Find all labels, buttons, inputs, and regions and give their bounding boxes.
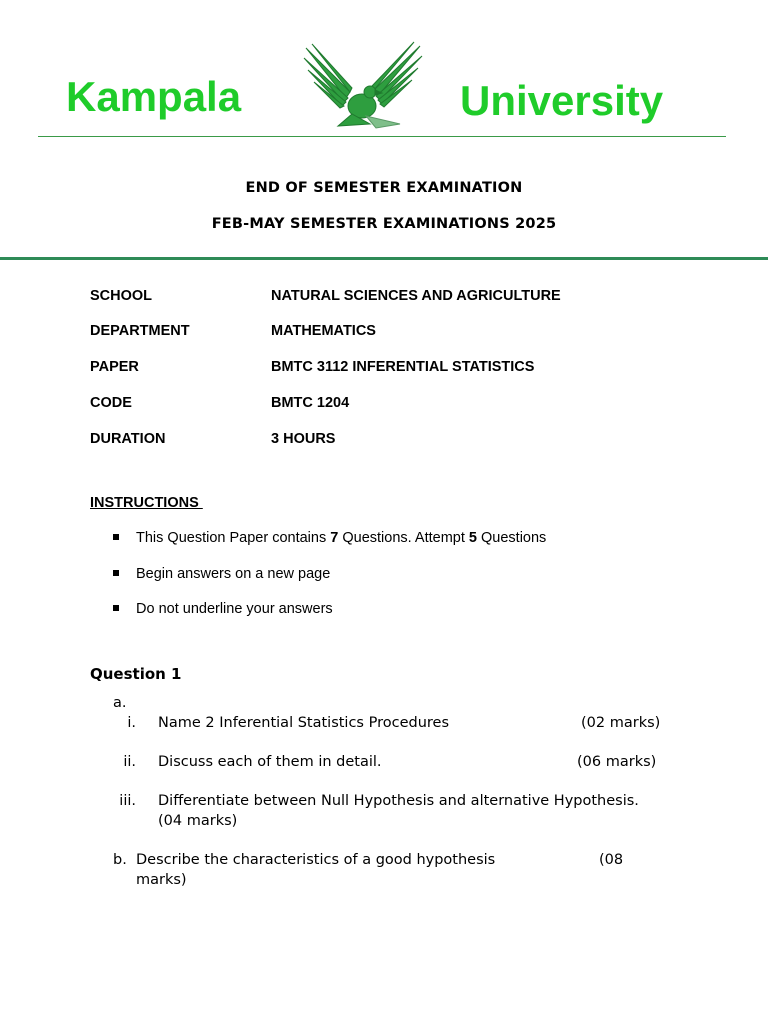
instruction-bold: 7 (330, 530, 339, 546)
instruction-text: Questions. Attempt (338, 530, 469, 546)
info-value: NATURAL SCIENCES AND AGRICULTURE (271, 288, 561, 304)
square-bullet-icon (113, 605, 119, 611)
info-label: CODE (90, 395, 132, 411)
part-b-marks-continued: marks) (136, 872, 187, 888)
instruction-bold: 5 (468, 530, 477, 546)
subpart-text: Discuss each of them in detail. (158, 754, 382, 770)
part-a-label: a. (113, 695, 127, 711)
info-label: DEPARTMENT (90, 323, 190, 339)
instruction-item (113, 566, 330, 582)
part-b-text: Describe the characteristics of a good hypothesis (136, 852, 496, 868)
subpart-marks: (04 marks) (158, 813, 238, 829)
subpart-text: Name 2 Inferential Statistics Procedures (158, 715, 450, 731)
subpart-text: Differentiate between Null Hypothesis and alternative Hypothesis. (158, 793, 639, 809)
info-value: 3 HOURS (271, 431, 336, 447)
part-b-marks: (08 (599, 852, 624, 868)
question-heading: Question 1 (90, 665, 182, 683)
brand-kampala: Kampala (66, 73, 242, 120)
info-value: BMTC 3112 INFERENTIAL STATISTICS (271, 359, 535, 375)
part-b-label: b. (113, 852, 127, 868)
subpart-number: iii. (119, 793, 136, 809)
square-bullet-icon (113, 534, 119, 540)
section-divider (0, 257, 768, 260)
instructions-heading: INSTRUCTIONS (90, 495, 203, 511)
info-label: DURATION (90, 431, 166, 447)
header-divider (38, 136, 726, 137)
brand-university: University (460, 77, 664, 124)
instruction-text: Questions (476, 530, 547, 546)
instruction-text: Do not underline your answers (136, 601, 333, 617)
info-value: MATHEMATICS (271, 323, 376, 339)
subpart-number: ii. (123, 754, 136, 770)
info-label: SCHOOL (90, 288, 153, 304)
instruction-item (113, 530, 546, 546)
instruction-text: Begin answers on a new page (136, 566, 331, 582)
subpart-marks: (02 marks) (581, 715, 661, 731)
info-label: PAPER (90, 359, 139, 375)
subpart-number: i. (127, 715, 136, 731)
instruction-item (113, 601, 333, 617)
info-value: BMTC 1204 (271, 395, 350, 411)
instruction-text: This Question Paper contains (136, 530, 331, 546)
square-bullet-icon (113, 570, 119, 576)
subpart-marks: (06 marks) (577, 754, 657, 770)
exam-title: END OF SEMESTER EXAMINATION (245, 180, 523, 196)
eagle-icon (300, 40, 424, 130)
exam-session: FEB-MAY SEMESTER EXAMINATIONS 2025 (211, 216, 557, 232)
